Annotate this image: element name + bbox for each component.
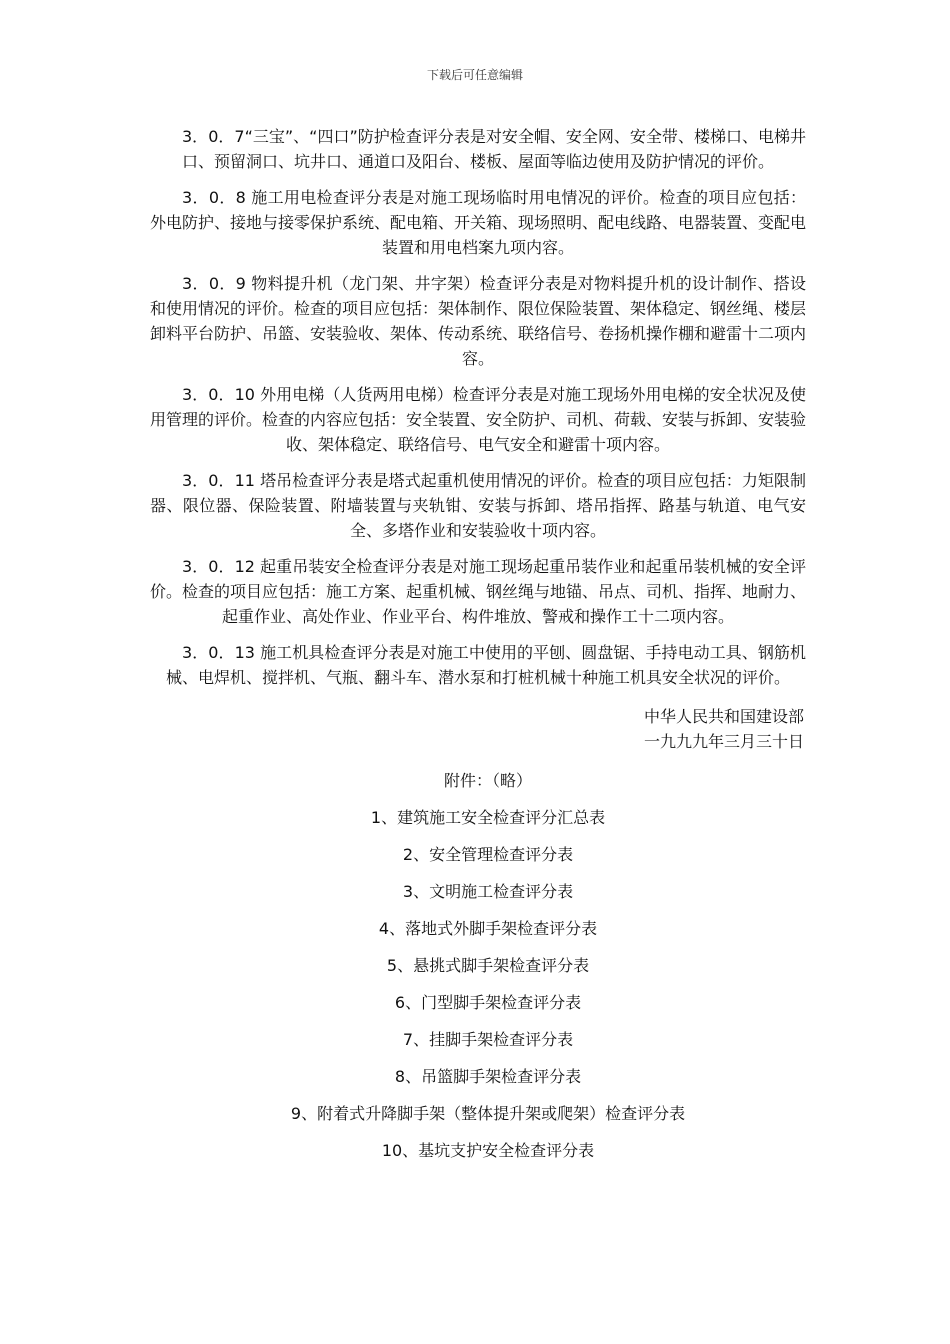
paragraph-3-0-9: 3．0．9 物料提升机（龙门架、井字架）检查评分表是对物料提升机的设计制作、搭设和使用情况的评价。检查的项目应包括：架体制作、限位保险装置、架体稳定、钢丝绳、楼层卸料平台防护、吊篮、安装验收、架体、传动系统、联络信号、卷扬机操作棚和避雷十二项内容。 (150, 274, 807, 368)
attachment-item: 3、文明施工检查评分表 (402, 882, 574, 901)
attachment-item: 5、悬挑式脚手架检查评分表 (386, 956, 590, 975)
paragraph-3-0-10: 3．0．10 外用电梯（人货两用电梯）检查评分表是对施工现场外用电梯的安全状况及使用管理的评价。检查的内容应包括：安全装置、安全防护、司机、荷载、安装与拆卸、安装验收、架体稳定、联络信号、电气安全和避雷十项内容。 (150, 385, 807, 454)
attachment-item: 6、门型脚手架检查评分表 (394, 993, 582, 1012)
attachment-item: 9、附着式升降脚手架（整体提升架或爬架）检查评分表 (290, 1104, 686, 1123)
attachment-item: 2、安全管理检查评分表 (402, 845, 574, 864)
paragraph-3-0-13: 3．0．13 施工机具检查评分表是对施工中使用的平刨、圆盘锯、手持电动工具、钢筋机械、电焊机、搅拌机、气瓶、翻斗车、潜水泵和打桩机械十种施工机具安全状况的评价。 (165, 643, 806, 687)
page-header: 下载后可任意编辑 (426, 68, 523, 82)
paragraph-3-0-8: 3．0．8 施工用电检查评分表是对施工现场临时用电情况的评价。检查的项目应包括：外电防护、接地与接零保护系统、配电箱、开关箱、现场照明、配电线路、电器装置、变配电装置和用电档案九项内容。 (150, 188, 807, 257)
signature-block (150, 704, 806, 754)
paragraph-3-0-7: 3．0．7“三宝”、“四口”防护检查评分表是对安全帽、安全网、安全带、楼梯口、电梯井口、预留洞口、坑井口、通道口及阳台、楼板、屋面等临边使用及防护情况的评价。 (181, 127, 806, 171)
paragraph-3-0-12: 3．0．12 起重吊装安全检查评分表是对施工现场起重吊装作业和起重吊装机械的安全评价。检查的项目应包括：施工方案、起重机械、钢丝绳与地锚、吊点、司机、指挥、地耐力、起重作业、高处作业、作业平台、构件堆放、警戒和操作工十二项内容。 (150, 557, 807, 626)
attachment-item: 4、落地式外脚手架检查评分表 (378, 919, 598, 938)
signature-org: 中华人民共和国建设部 (643, 707, 804, 726)
attachment-item: 10、基坑支护安全检查评分表 (381, 1141, 595, 1160)
signature-date: 一九九九年三月三十日 (643, 732, 804, 751)
attachments-list (150, 805, 806, 1175)
paragraph-3-0-11: 3．0．11 塔吊检查评分表是塔式起重机使用情况的评价。检查的项目应包括：力矩限制器、限位器、保险装置、附墙装置与夹轨钳、安装与拆卸、塔吊指挥、路基与轨道、电气安全、多塔作业和安装验收十项内容。 (150, 471, 806, 540)
attachment-item: 8、吊篮脚手架检查评分表 (394, 1067, 582, 1086)
attachment-item: 7、挂脚手架检查评分表 (402, 1030, 574, 1049)
document-body (150, 124, 806, 1175)
attachments-title: 附件：（略） (443, 771, 532, 790)
attachment-item: 1、建筑施工安全检查评分汇总表 (370, 808, 606, 827)
